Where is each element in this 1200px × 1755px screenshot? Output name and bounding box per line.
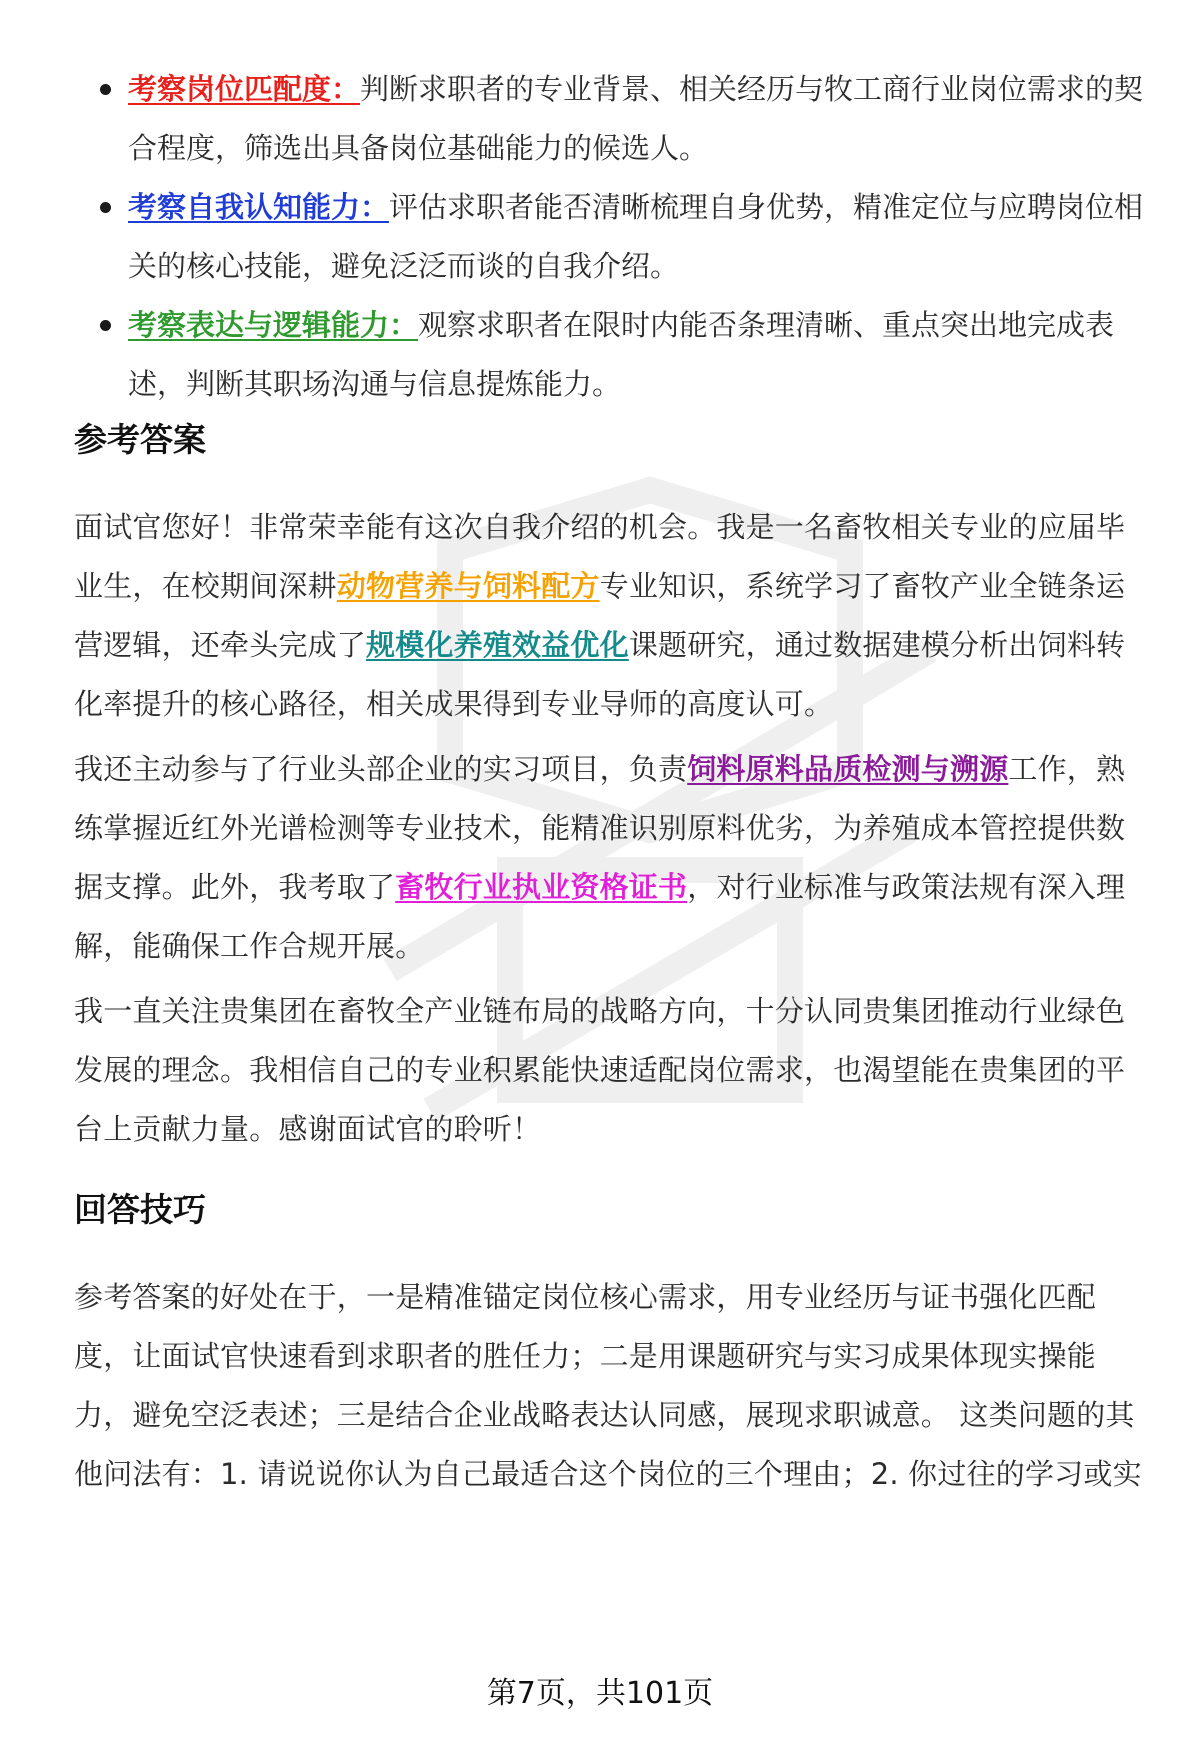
bullet-text: 评估求职者能否清晰梳理自身优势，精准定位与应聘岗位相关的核心技能，避免泛泛而谈的自我介绍。 bbox=[128, 190, 1144, 283]
list-item bbox=[96, 60, 1146, 178]
keyword-expression-logic: 考察表达与逻辑能力： bbox=[128, 308, 419, 342]
keyword-farming-optimization: 规模化养殖效益优化 bbox=[366, 628, 629, 662]
list-item bbox=[96, 296, 1146, 414]
bullet-text: 判断求职者的专业背景、相关经历与牧工商行业岗位需求的契合程度，筛选出具备岗位基础能力的候选人。 bbox=[128, 72, 1144, 165]
bullet-icon bbox=[100, 202, 111, 213]
answer-heading: 参考答案 bbox=[74, 420, 206, 459]
text-run: 工作，熟练掌握近红外光谱检测等专业技术，能精准识别原料优劣，为养殖成本管控提供数据支撑。此外，我考取了 bbox=[74, 752, 1126, 904]
text-run: 面试官您好！非常荣幸能有这次自我介绍的机会。我是一名畜牧相关专业的应届毕业生，在校期间深耕 bbox=[74, 510, 1126, 603]
text-run: ，对行业标准与政策法规有深入理解，能确保工作合规开展。 bbox=[74, 870, 1126, 963]
answer-paragraph-1 bbox=[74, 498, 1154, 734]
text-run: 我还主动参与了行业头部企业的实习项目，负责 bbox=[74, 752, 688, 786]
list-item bbox=[96, 178, 1146, 296]
answer-paragraph-2 bbox=[74, 740, 1154, 976]
keyword-feed-inspection: 饲料原料品质检测与溯源 bbox=[687, 752, 1009, 786]
assessment-points-list bbox=[96, 60, 1146, 414]
bullet-icon bbox=[100, 84, 111, 95]
keyword-certificate: 畜牧行业执业资格证书 bbox=[395, 870, 688, 904]
tips-heading: 回答技巧 bbox=[74, 1190, 206, 1229]
page-number: 第7页，共101页 bbox=[486, 1676, 714, 1711]
text-run: 课题研究，通过数据建模分析出饲料转化率提升的核心路径，相关成果得到专业导师的高度认可。 bbox=[74, 628, 1126, 721]
answer-paragraph-3: 我一直关注贵集团在畜牧全产业链布局的战略方向，十分认同贵集团推动行业绿色发展的理念。我相信自己的专业积累能快速适配岗位需求，也渴望能在贵集团的平台上贡献力量。感谢面试官的聆听！ bbox=[74, 994, 1126, 1146]
bullet-text: 观察求职者在限时内能否条理清晰、重点突出地完成表述，判断其职场沟通与信息提炼能力。 bbox=[128, 308, 1115, 401]
keyword-animal-nutrition: 动物营养与饲料配方 bbox=[336, 569, 600, 603]
bullet-icon bbox=[100, 320, 111, 331]
text-run: 专业知识，系统学习了畜牧产业全链条运营逻辑，还牵头完成了 bbox=[74, 569, 1126, 662]
keyword-self-awareness: 考察自我认知能力： bbox=[128, 190, 390, 224]
keyword-job-match: 考察岗位匹配度： bbox=[128, 72, 361, 106]
tips-paragraph: 参考答案的好处在于，一是精准锚定岗位核心需求，用专业经历与证书强化匹配度，让面试官快速看到求职者的胜任力；二是用课题研究与实习成果体现实操能力，避免空泛表述；三是结合企业战略表达认同感，展现求职诚意。 这类问题的其他问法有：1. 请说说你认为自己最适合这个岗位的三个理由；2. 你过往的学习或实 bbox=[74, 1280, 1142, 1491]
